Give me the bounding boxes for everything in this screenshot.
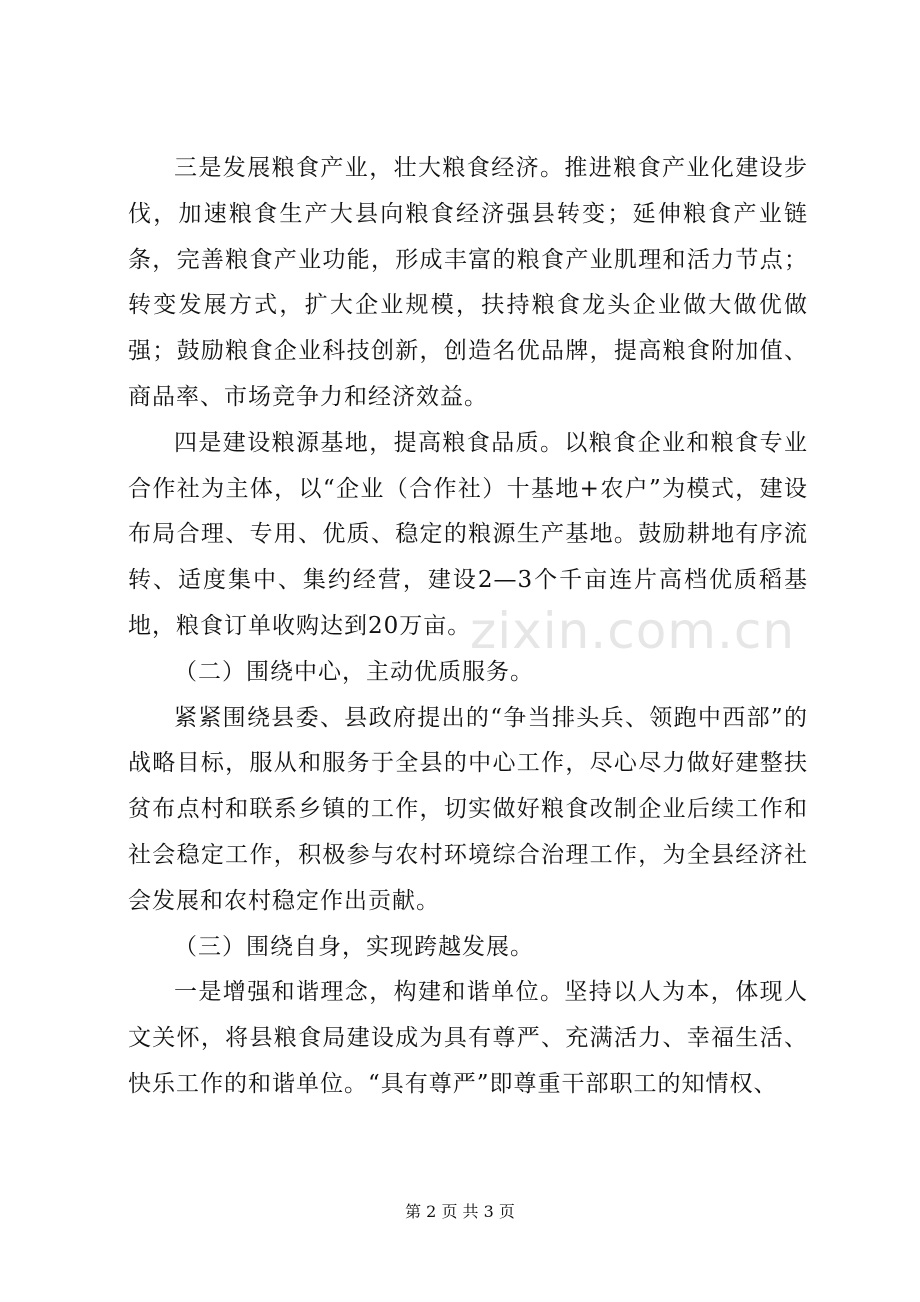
page-footer: 第 2 页 共 3 页 bbox=[405, 1202, 515, 1221]
section-heading-self-development: （三）围绕自身，实现跨越发展。 bbox=[174, 933, 534, 960]
section-heading-center-service: （二）围绕中心，主动优质服务。 bbox=[174, 658, 534, 685]
paragraph-grain-source-base: 四是建设粮源基地，提高粮食品质。以粮食企业和粮食专业合作社为主体，以“企业（合作社）十基地+农户”为模式，建设布局合理、专用、优质、稳定的粮源生产基地。鼓励耕地有序流转、适度集中、集约经营，建设2—3个千亩连片高档优质稻基地，粮食订单收购达到20万亩。 bbox=[128, 429, 808, 639]
paragraph-county-goals: 紧紧围绕县委、县政府提出的“争当排头兵、领跑中西部”的战略目标，服从和服务于全县的中心工作，尽心尽力做好建整扶贫布点村和联系乡镇的工作，切实做好粮食改制企业后续工作和社会稳定工作，积极参与农村环境综合治理工作，为全县经济社会发展和农村稳定作出贡献。 bbox=[128, 704, 808, 914]
paragraph-develop-grain-industry: 三是发展粮食产业，壮大粮食经济。推进粮食产业化建设步伐，加速粮食生产大县向粮食经济强县转变；延伸粮食产业链条，完善粮食产业功能，形成丰富的粮食产业肌理和活力节点；转变发展方式，扩大企业规模，扶持粮食龙头企业做大做优做强；鼓励粮食企业科技创新，创造名优品牌，提高粮食附加值、商品率、市场竞争力和经济效益。 bbox=[128, 155, 808, 410]
paragraph-harmonious-unit: 一是增强和谐理念，构建和谐单位。坚持以人为本，体现人文关怀，将县粮食局建设成为具有尊严、充满活力、幸福生活、快乐工作的和谐单位。“具有尊严”即尊重干部职工的知情权、 bbox=[128, 979, 808, 1097]
document-body bbox=[128, 146, 808, 1108]
watermark: zixin.com.cn bbox=[470, 602, 796, 660]
